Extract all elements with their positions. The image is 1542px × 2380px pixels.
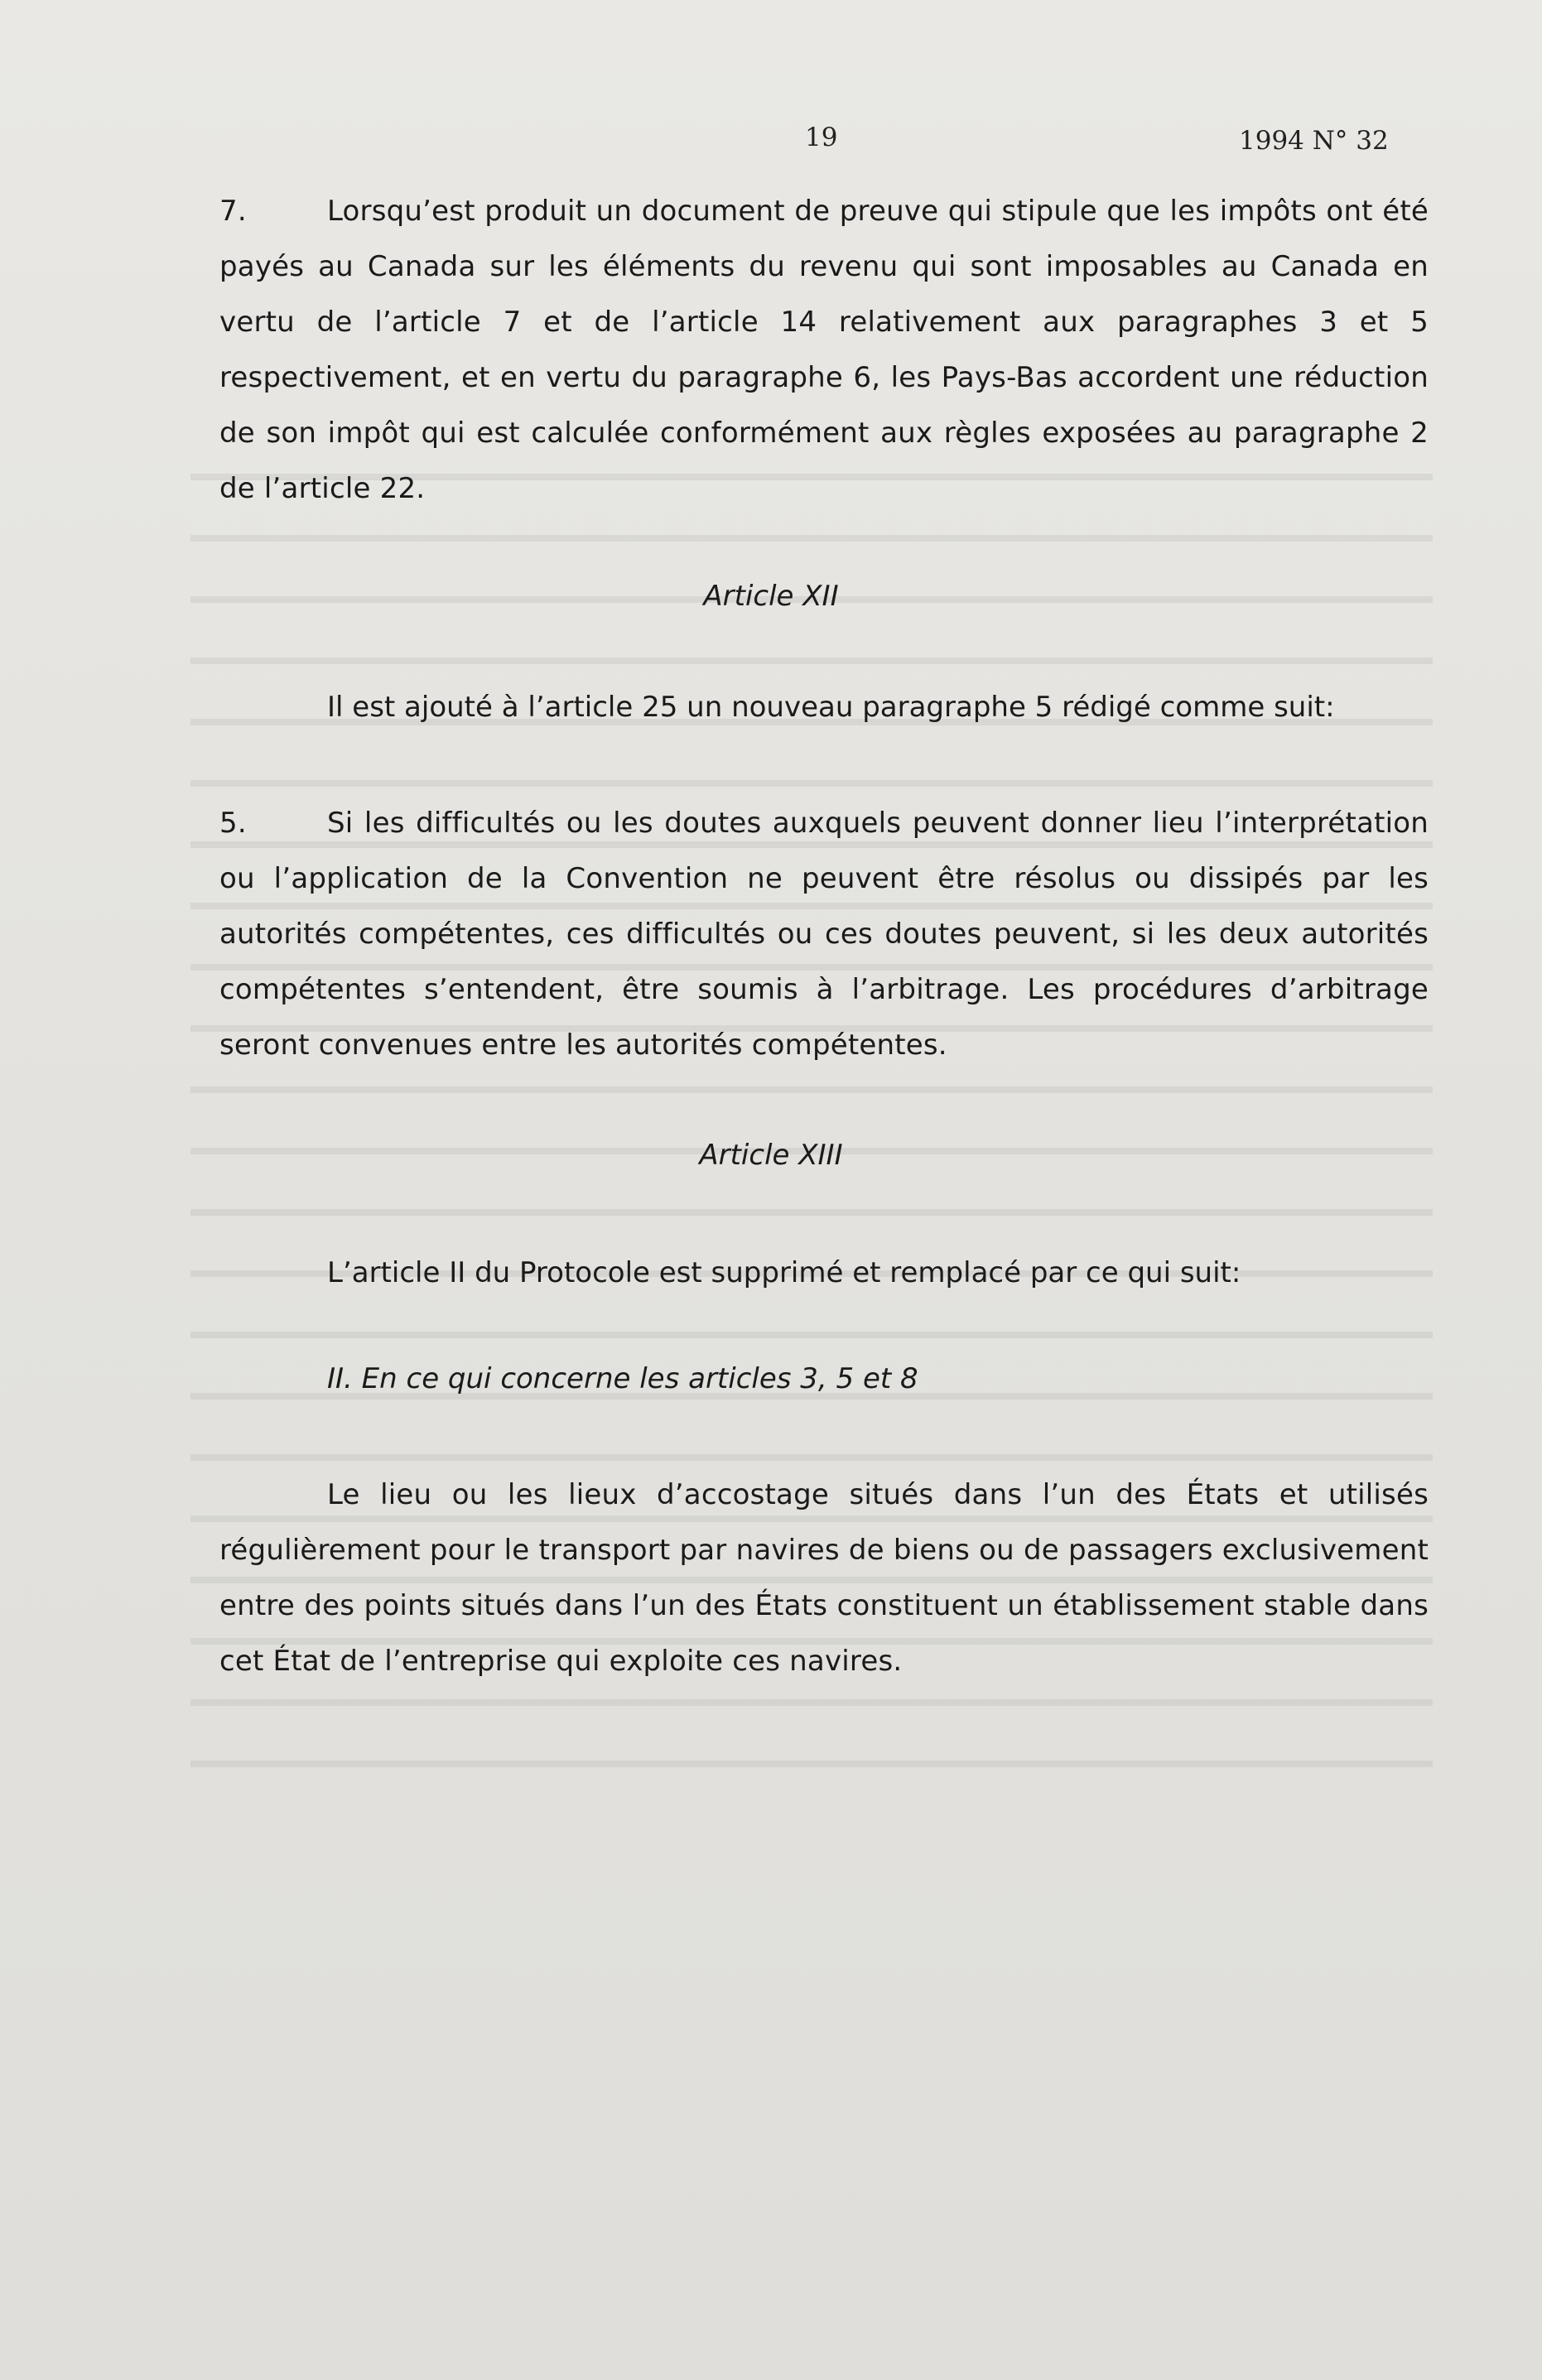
paragraph-text: Si les difficultés ou les doutes auxquels peuvent donner lieu l’interprétation ou l’application de la Convention ne peuvent être résolus ou dissipés par les autorités compétentes, ces difficultés ou ces doutes peuvent, si les deux autorités compétentes s’entendent, être soumis à l’arbitrage. Les procédures d’arbitrage seront convenues entre les autorités compétentes. [219,807,1429,1062]
article-xii-heading: Article XII [703,580,839,613]
paragraph-number: 5. [219,807,247,840]
protocol-section-heading: II. En ce qui concerne les articles 3, 5 et 8 [327,1362,918,1395]
paragraph-text: Le lieu ou les lieux d’accostage situés dans l’un des États et utilisés régulièrement pour le transport par navires de biens ou de passagers exclusivement entre des points situés dans l’un des États constituent un établissement stable dans cet État de l’entreprise qui exploite ces navires. [219,1478,1429,1678]
paragraph-5 [219,796,1429,1073]
article-xiii-intro: L’article II du Protocole est supprimé et remplacé par ce qui suit: [327,1256,1241,1289]
article-xiii-heading: Article XIII [699,1139,843,1172]
paragraph-number: 7. [219,195,247,228]
protocol-section-body [219,1467,1429,1689]
page-number: 19 [805,123,838,152]
gazette-reference: 1994 N° 32 [1239,126,1389,156]
paragraph-text: Lorsqu’est produit un document de preuve qui stipule que les impôts ont été payés au Canada sur les éléments du revenu qui sont imposables au Canada en vertu de l’article 7 et de l’article 14 relativement aux paragraphes 3 et 5 respectivement, et en vertu du paragraphe 6, les Pays-Bas accordent une réduction de son impôt qui est calculée conformément aux règles exposées au paragraphe 2 de l’article 22. [219,195,1429,505]
article-xii-intro: Il est ajouté à l’article 25 un nouveau paragraphe 5 rédigé comme suit: [327,691,1335,724]
paragraph-7 [219,184,1429,517]
